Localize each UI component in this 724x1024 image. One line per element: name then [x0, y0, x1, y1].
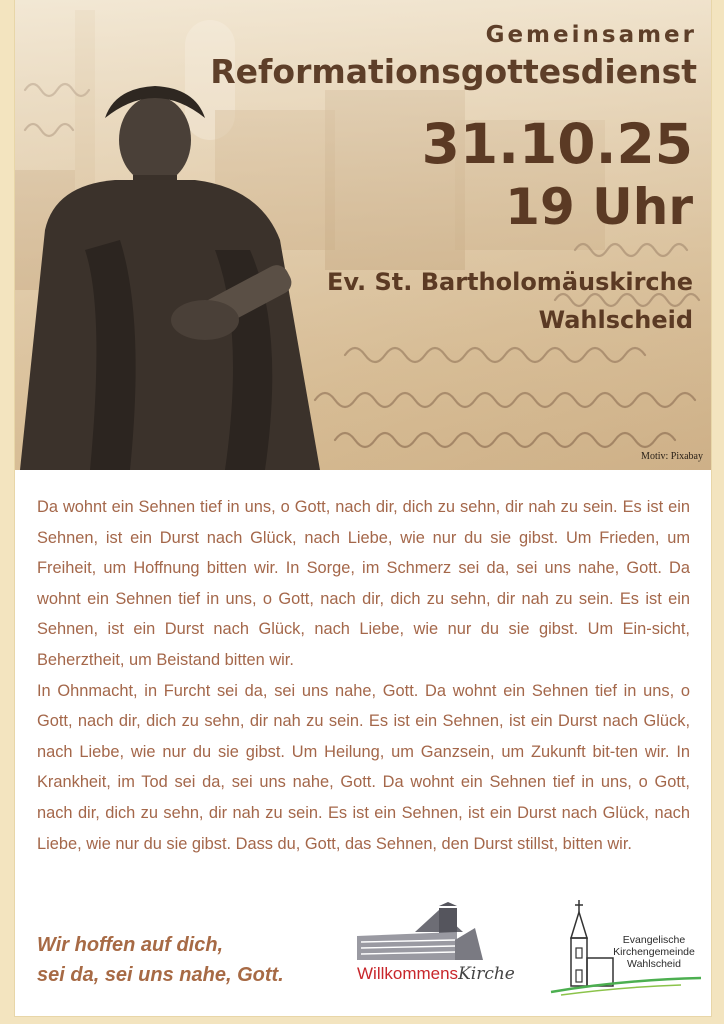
place-name: Wahlscheid — [538, 306, 693, 334]
hero-image — [15, 0, 711, 470]
logo-line-2: Kirchengemeinde — [613, 946, 695, 958]
willkommenskirche-logo — [355, 902, 525, 998]
wordmark-willkommens: Willkommens — [357, 964, 459, 983]
prayer-text — [37, 492, 690, 859]
service-subtitle: Gemeinsamer — [485, 22, 697, 48]
kirchengemeinde-wordmark — [603, 934, 705, 970]
willkommenskirche-wordmark — [357, 964, 515, 984]
service-date: 31.10.25 — [421, 112, 693, 176]
logo-line-1: Evangelische — [622, 934, 686, 946]
logo-line-3: Wahlscheid — [627, 958, 681, 970]
church-name: Ev. St. Bartholomäuskirche — [326, 268, 693, 296]
kirchengemeinde-logo — [545, 898, 705, 998]
closing-line-2: sei da, sei uns nahe, Gott. — [37, 964, 284, 986]
prayer-paragraph-2: In Ohnmacht, in Furcht sei da, sei uns nahe, Gott. Da wohnt ein Sehnen tief in uns, o Gott, nach dir, dich zu sehn, dir nah zu sein. Es ist ein Sehnen, ist ein Durst nach Glück, nach Liebe, wie nur du sie gibst. Um Heilung, um Ganzsein, um Zukunft bit-ten wir. In Krankheit, im Tod sei da, sei uns nahe, Gott. Da wohnt ein Sehnen tief in uns, o Gott, nach dir, dich zu sehn, dir nah zu sein. Es ist ein Sehnen, ist ein Durst nach Glück, nach Liebe, wie nur du sie gibst. Dass du, Gott, das Sehnen, den Durst stillst, bitten wir. — [37, 681, 690, 853]
prayer-paragraph-1: Da wohnt ein Sehnen tief in uns, o Gott, nach dir, dich zu sehn, dir nah zu sein. Es ist ein Sehnen, ist ein Durst nach Glück, nach Liebe, wie nur du sie gibst. Um Frieden, um Freiheit, um Hoffnung bitten wir. In Sorge, im Schmerz sei da, sei uns nahe, Gott. Da wohnt ein Sehnen tief in uns, o Gott, nach dir, dich zu sehn, dir nah zu sein. Es ist ein Sehnen, ist ein Durst nach Glück, nach Liebe, wie nur du sie gibst. Um Ein-sicht, Beherztheit, um Beistand bitten wir. — [37, 498, 690, 669]
wordmark-kirche: Kirche — [458, 964, 515, 984]
service-time: 19 Uhr — [505, 178, 693, 236]
willkommenskirche-church-icon — [355, 902, 525, 964]
closing-quote — [37, 930, 284, 990]
closing-line-1: Wir hoffen auf dich, — [37, 934, 224, 956]
image-credit: Motiv: Pixabay — [641, 451, 703, 462]
poster-frame — [14, 0, 712, 1017]
service-title: Reformationsgottesdienst — [210, 52, 697, 91]
